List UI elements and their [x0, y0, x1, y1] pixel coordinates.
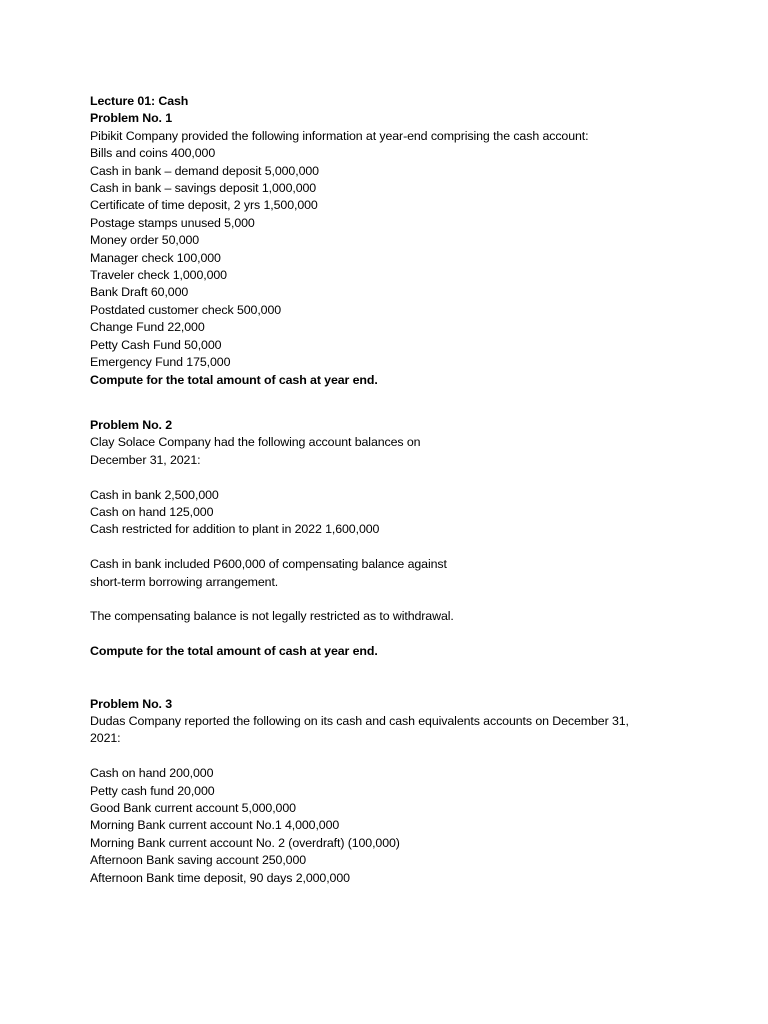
- list-item: Afternoon Bank saving account 250,000: [90, 853, 307, 868]
- problem-2-heading: Problem No. 2: [90, 417, 173, 432]
- problem-2-item-list: [90, 487, 690, 539]
- list-item: Money order 50,000: [90, 233, 200, 248]
- list-item: Cash in bank – savings deposit 1,000,000: [90, 181, 317, 196]
- list-item: Petty cash fund 20,000: [90, 783, 215, 798]
- list-item: Cash in bank 2,500,000: [90, 487, 219, 502]
- problem-1-intro: Pibikit Company provided the following information at year-end comprising the cash account:: [90, 128, 589, 143]
- problem-3: [90, 696, 690, 887]
- problem-1-item-list: [90, 145, 690, 371]
- problem-3-heading: Problem No. 3: [90, 696, 173, 711]
- problem-1-heading: Problem No. 1: [90, 111, 173, 126]
- spacer: [90, 389, 690, 417]
- list-item: Cash on hand 200,000: [90, 766, 214, 781]
- list-item: Cash on hand 125,000: [90, 504, 214, 519]
- spacer: [90, 539, 690, 556]
- list-item: Bank Draft 60,000: [90, 285, 189, 300]
- list-item: Emergency Fund 175,000: [90, 355, 231, 370]
- list-item: Cash restricted for addition to plant in 2022 1,600,000: [90, 522, 380, 537]
- problem-2-note-line-2: short-term borrowing arrangement.: [90, 574, 279, 589]
- list-item: Afternoon Bank time deposit, 90 days 2,000,000: [90, 870, 350, 885]
- problem-2-intro-line-1: Clay Solace Company had the following account balances on: [90, 435, 421, 450]
- list-item: Manager check 100,000: [90, 250, 221, 265]
- list-item: Change Fund 22,000: [90, 320, 205, 335]
- problem-2-note-2: The compensating balance is not legally restricted as to withdrawal.: [90, 609, 454, 624]
- list-item: Cash in bank – demand deposit 5,000,000: [90, 163, 319, 178]
- problem-2: [90, 417, 690, 661]
- list-item: Traveler check 1,000,000: [90, 268, 227, 283]
- problem-3-intro-line-2: 2021:: [90, 731, 121, 746]
- spacer: [90, 661, 690, 696]
- problem-3-item-list: [90, 765, 690, 887]
- list-item: Good Bank current account 5,000,000: [90, 800, 296, 815]
- list-item: Bills and coins 400,000: [90, 146, 216, 161]
- spacer: [90, 469, 690, 486]
- list-item: Morning Bank current account No. 2 (overdraft) (100,000): [90, 835, 400, 850]
- document-page: [90, 93, 690, 887]
- list-item: Postage stamps unused 5,000: [90, 215, 255, 230]
- list-item: Certificate of time deposit, 2 yrs 1,500,000: [90, 198, 318, 213]
- list-item: Petty Cash Fund 50,000: [90, 337, 222, 352]
- spacer: [90, 591, 690, 608]
- problem-3-intro-line-1: Dudas Company reported the following on its cash and cash equivalents accounts on December 31,: [90, 713, 629, 728]
- problem-1-instruction: Compute for the total amount of cash at year end.: [90, 372, 378, 387]
- problem-2-instruction: Compute for the total amount of cash at year end.: [90, 644, 378, 659]
- list-item: Morning Bank current account No.1 4,000,000: [90, 818, 340, 833]
- spacer: [90, 626, 690, 643]
- problem-1: [90, 110, 690, 389]
- problem-2-intro-line-2: December 31, 2021:: [90, 452, 201, 467]
- spacer: [90, 748, 690, 765]
- list-item: Postdated customer check 500,000: [90, 302, 282, 317]
- lecture-title: Lecture 01: Cash: [90, 94, 189, 108]
- problem-2-note-line-1: Cash in bank included P600,000 of compensating balance against: [90, 557, 447, 572]
